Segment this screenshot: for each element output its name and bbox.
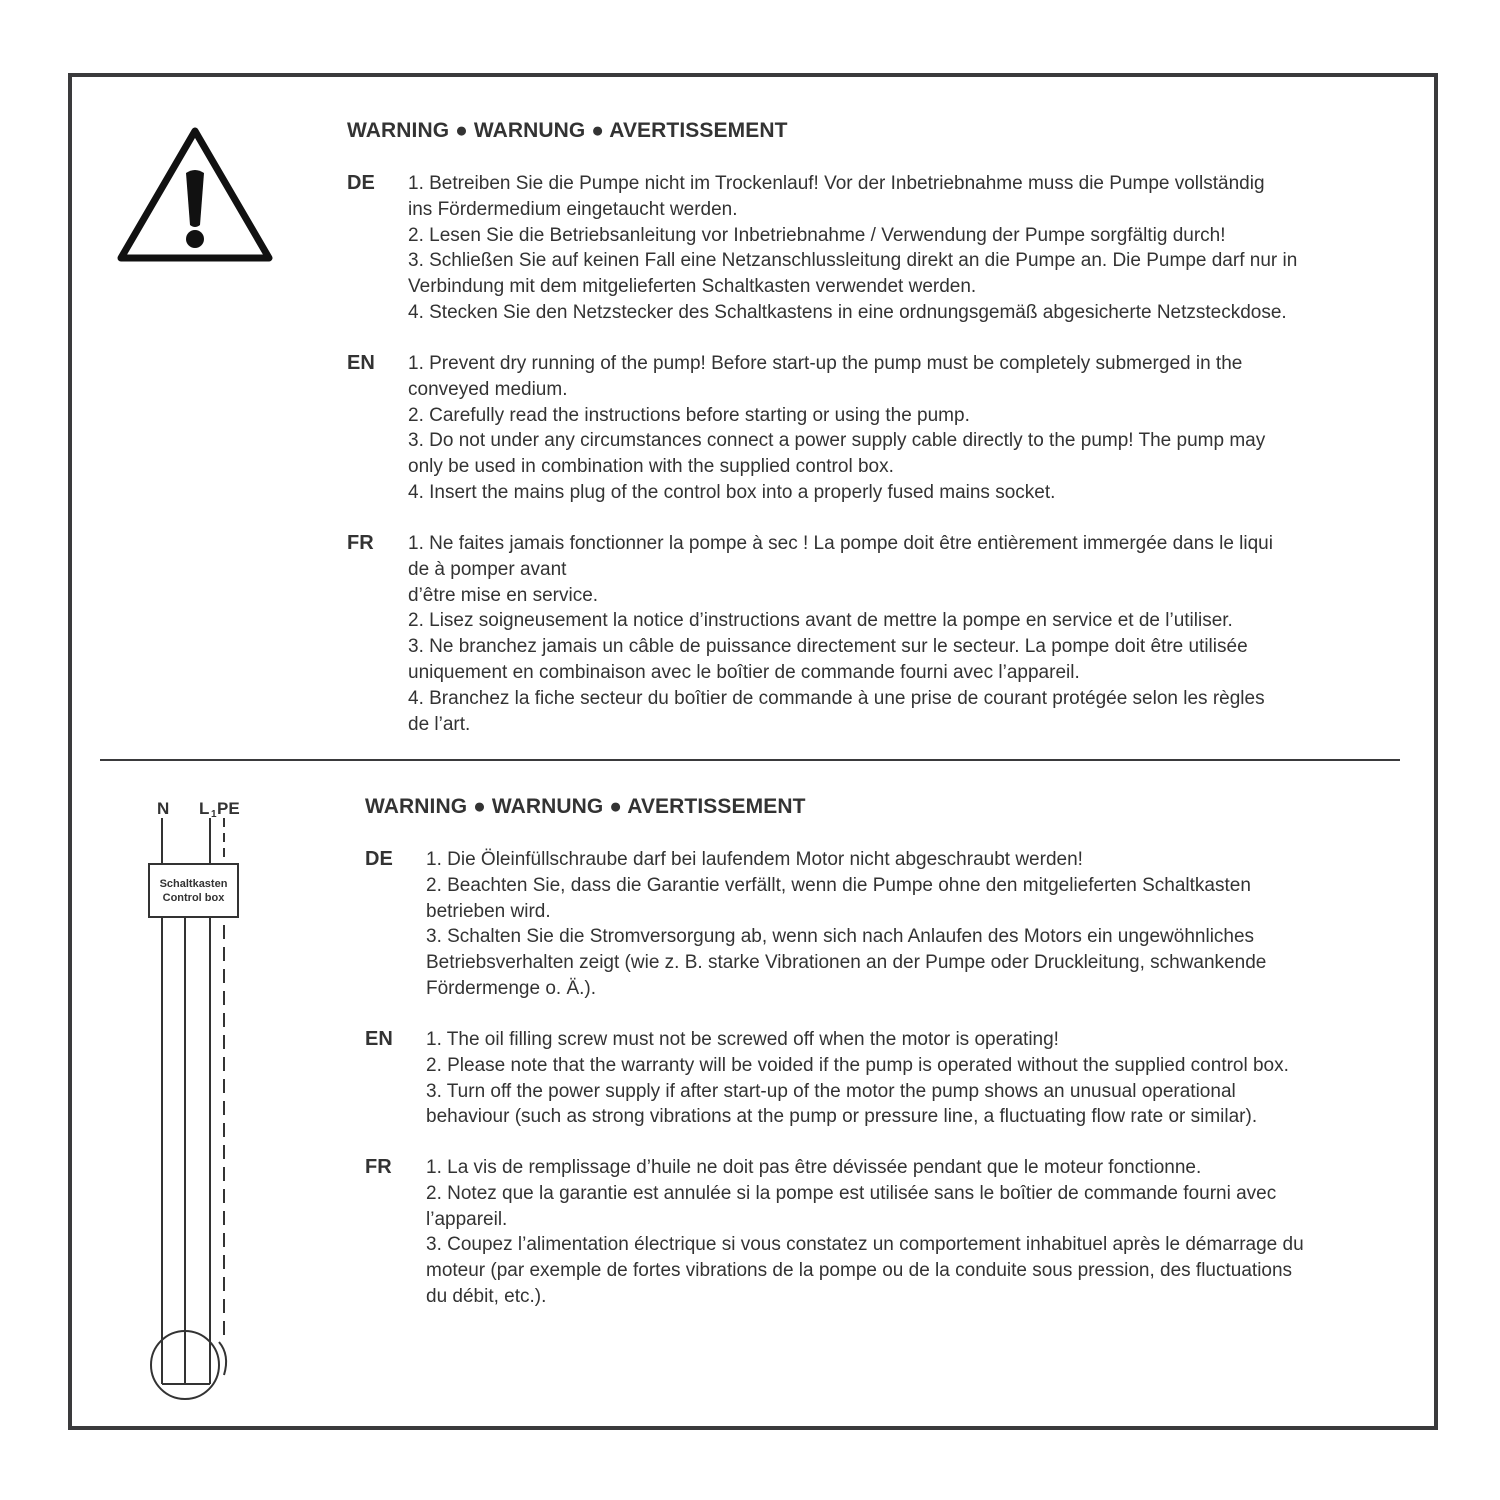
text-line: 2. Lisez soigneusement la notice d’instructions avant de mettre la pompe en service et de l’utiliser. <box>408 610 1233 632</box>
text-line: 4. Insert the mains plug of the control box into a properly fused mains socket. <box>408 481 1056 503</box>
text-line: 1. Ne faites jamais fonctionner la pompe à sec ! La pompe doit être entièrement immergée dans le liqui <box>408 533 1273 554</box>
text-line: 1. Die Öleinfüllschraube darf bei laufendem Motor nicht abgeschraubt werden! <box>426 849 1083 870</box>
text-line: l’appareil. <box>426 1208 508 1230</box>
text-line: 1. The oil filling screw must not be screwed off when the motor is operating! <box>426 1029 1059 1050</box>
text-line: 1. Betreiben Sie die Pumpe nicht im Trockenlauf! Vor der Inbetriebnahme muss die Pumpe vollständig <box>408 173 1265 194</box>
text-line: uniquement en combinaison avec le boîtier de commande fourni avec l’appareil. <box>408 661 1080 683</box>
control-box <box>149 864 238 917</box>
text-line: only be used in combination with the supplied control box. <box>408 456 894 478</box>
warning-triangle-icon <box>117 125 273 263</box>
section1-heading: WARNING ● WARNUNG ● AVERTISSEMENT <box>347 119 788 142</box>
text-line: 3. Ne branchez jamais un câble de puissance directement sur le secteur. La pompe doit être utilisée <box>408 636 1248 658</box>
control-box-label-de: Schaltkasten <box>159 878 228 890</box>
wire-label-pe: PE <box>217 799 240 818</box>
text-line: du débit, etc.). <box>426 1285 547 1307</box>
text-line: ins Fördermedium eingetaucht werden. <box>408 198 738 220</box>
text-line: d’être mise en service. <box>408 584 599 606</box>
section2-heading: WARNING ● WARNUNG ● AVERTISSEMENT <box>365 795 806 818</box>
section1-de-text <box>408 171 1297 326</box>
text-line: Fördermenge o. Ä.). <box>426 977 597 999</box>
wire-label-l: L <box>199 799 210 818</box>
text-line: de l’art. <box>408 713 471 735</box>
text-line: Verbindung mit dem mitgelieferten Schaltkasten verwendet werden. <box>408 276 977 298</box>
text-line: 1. Prevent dry running of the pump! Before start-up the pump must be completely submerged in the <box>408 353 1243 374</box>
text-line: 2. Please note that the warranty will be voided if the pump is operated without the supplied control box. <box>426 1054 1289 1076</box>
text-line: 1. La vis de remplissage d’huile ne doit pas être dévissée pendant que le moteur fonctionne. <box>426 1157 1202 1178</box>
text-line: 4. Stecken Sie den Netzstecker des Schaltkastens in eine ordnungsgemäß abgesicherte Netzsteckdose. <box>408 301 1287 323</box>
text-line: betrieben wird. <box>426 900 551 922</box>
text-line: 2. Beachten Sie, dass die Garantie verfällt, wenn die Pumpe ohne den mitgelieferten Schaltkasten <box>426 874 1251 896</box>
wire-label-l-sub: 1 <box>211 809 217 820</box>
ground-arc <box>219 1342 226 1375</box>
text-line: 3. Coupez l’alimentation électrique si vous constatez un comportement inhabituel après le démarrage du <box>426 1234 1304 1256</box>
text-line: 2. Carefully read the instructions before starting or using the pump. <box>408 404 970 426</box>
text-line: 4. Branchez la fiche secteur du boîtier de commande à une prise de courant protégée selon les règles <box>408 687 1265 709</box>
section2-de-label: DE <box>365 848 393 870</box>
text-line: de à pomper avant <box>408 558 567 580</box>
text-line: conveyed medium. <box>408 378 568 400</box>
section2-de-text <box>426 847 1266 1002</box>
section1-fr-text <box>408 531 1273 737</box>
control-box-label-en: Control box <box>162 892 225 904</box>
section2-en-label: EN <box>365 1028 393 1050</box>
text-line: moteur (par exemple de fortes vibrations de la pompe ou de la conduite sous pression, des fluctuations <box>426 1260 1293 1282</box>
section1-fr-label: FR <box>347 532 374 554</box>
section1-en-label: EN <box>347 352 375 374</box>
section2-fr-text <box>426 1155 1304 1310</box>
wire-label-n: N <box>157 799 170 818</box>
text-line: 3. Schließen Sie auf keinen Fall eine Netzanschlussleitung direkt an die Pumpe an. Die Pumpe darf nur in <box>408 250 1298 272</box>
text-line: 3. Schalten Sie die Stromversorgung ab, wenn sich nach Anlaufen des Motors ein ungewöhnliches <box>426 926 1255 948</box>
section2-en-text <box>426 1027 1289 1130</box>
text-line: 2. Notez que la garantie est annulée si la pompe est utilisée sans le boîtier de commande fourni avec <box>426 1182 1277 1204</box>
text-line: 3. Turn off the power supply if after start-up of the motor the pump shows an unusual operational <box>426 1080 1236 1102</box>
wiring-diagram <box>140 792 250 1402</box>
section1-de-label: DE <box>347 172 375 194</box>
section-divider <box>100 759 1400 761</box>
text-line: 3. Do not under any circumstances connect a power supply cable directly to the pump! The pump may <box>408 430 1266 452</box>
text-line: 2. Lesen Sie die Betriebsanleitung vor Inbetriebnahme / Verwendung der Pumpe sorgfältig durch! <box>408 224 1226 246</box>
section1-en-text <box>408 351 1265 506</box>
text-line: behaviour (such as strong vibrations at the pump or pressure line, a fluctuating flow rate or similar). <box>426 1106 1258 1128</box>
text-line: Betriebsverhalten zeigt (wie z. B. starke Vibrationen an der Pumpe oder Druckleitung, schwankende <box>426 952 1267 974</box>
section2-fr-label: FR <box>365 1156 392 1178</box>
